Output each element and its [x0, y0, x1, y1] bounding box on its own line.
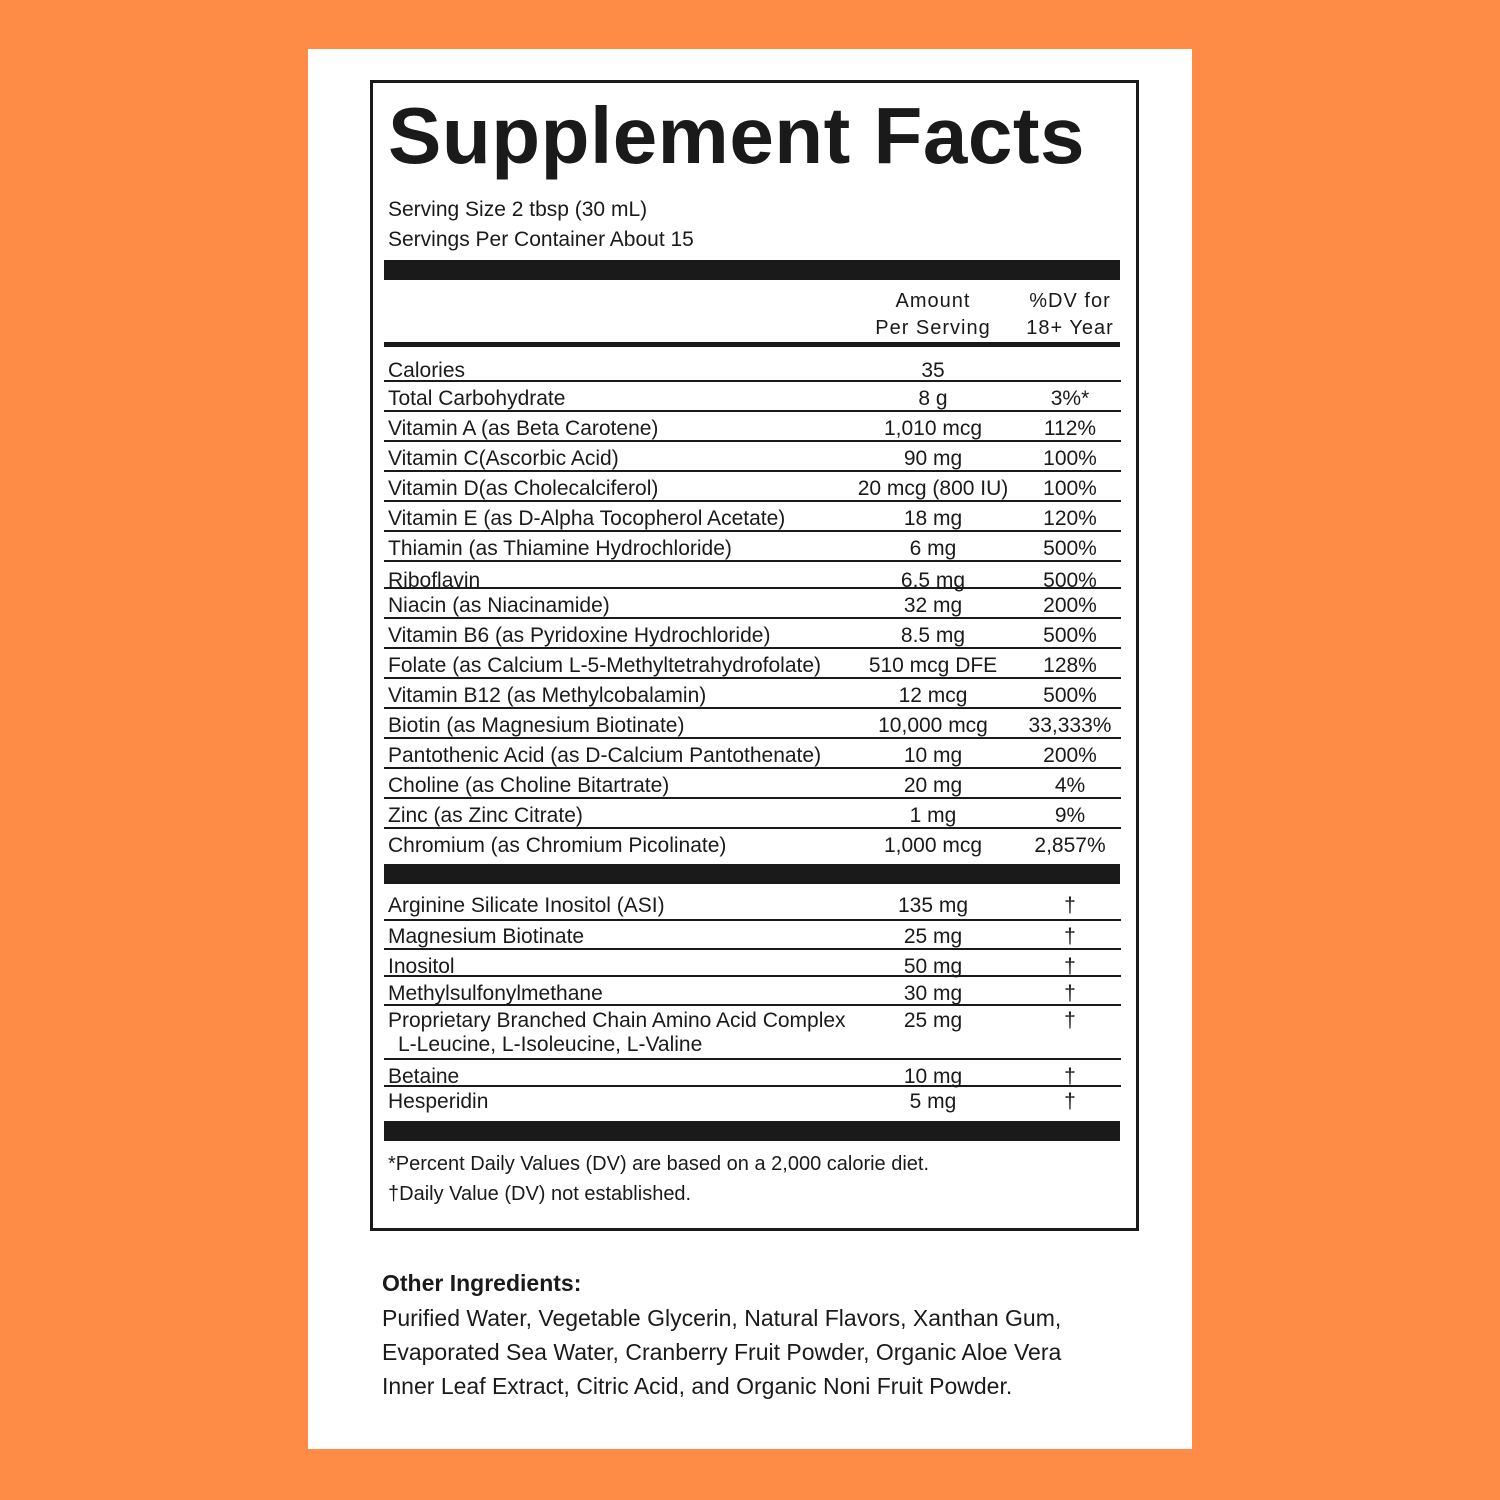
table-row	[384, 442, 1121, 472]
ingredient-name: Pantothenic Acid (as D-Calcium Pantothenate)	[388, 744, 822, 767]
ingredient-name-line2: L-Leucine, L-Isoleucine, L-Valine	[398, 1033, 703, 1056]
dv-value: 500%	[1043, 684, 1097, 707]
amount-value: 35	[921, 359, 945, 382]
dv-value: †	[1064, 982, 1076, 1005]
amount-value: 1,000 mcg	[883, 834, 983, 857]
dv-value: 120%	[1043, 507, 1097, 530]
ingredient-name: Choline (as Choline Bitartrate)	[388, 774, 670, 797]
table-row	[384, 619, 1121, 649]
ingredient-name: Vitamin D(as Cholecalciferol)	[388, 477, 659, 500]
ingredient-name: Proprietary Branched Chain Amino Acid Complex	[388, 1009, 846, 1032]
amount-value: 510 mcg DFE	[868, 654, 998, 677]
amount-value: 1 mg	[909, 804, 957, 827]
dv-value: †	[1064, 894, 1076, 917]
amount-value: 50 mg	[903, 955, 963, 978]
amount-value: 25 mg	[903, 925, 963, 948]
ingredient-name: Betaine	[388, 1065, 460, 1088]
ingredient-name: Methylsulfonylmethane	[388, 982, 603, 1005]
dv-value: †	[1064, 1065, 1076, 1088]
amount-value: 25 mg	[903, 1009, 963, 1032]
amount-value: 8 g	[918, 387, 948, 410]
table-row	[384, 709, 1121, 739]
amount-header-line2: Per Serving	[875, 317, 991, 339]
ingredient-name: Hesperidin	[388, 1090, 489, 1113]
ingredient-name: Vitamin A (as Beta Carotene)	[388, 417, 659, 440]
ingredient-name: Vitamin B12 (as Methylcobalamin)	[388, 684, 707, 707]
amount-value: 90 mg	[903, 447, 963, 470]
serving-size: Serving Size 2 tbsp (30 mL)	[388, 198, 648, 221]
servings-per-container: Servings Per Container About 15	[388, 228, 694, 251]
amount-value: 12 mcg	[898, 684, 968, 707]
amount-value: 10,000 mcg	[878, 714, 988, 737]
amount-value: 135 mg	[897, 894, 969, 917]
ingredient-name: Vitamin B6 (as Pyridoxine Hydrochloride)	[388, 624, 771, 647]
dv-value: 4%	[1054, 774, 1086, 797]
dv-value: 128%	[1043, 654, 1097, 677]
dv-value: †	[1064, 925, 1076, 948]
ingredient-name: Thiamin (as Thiamine Hydrochloride)	[388, 537, 732, 560]
ingredient-name: Chromium (as Chromium Picolinate)	[388, 834, 727, 857]
dv-value: 200%	[1043, 594, 1097, 617]
ingredient-name: Arginine Silicate Inositol (ASI)	[388, 894, 665, 917]
table-row	[384, 829, 1121, 859]
amount-value: 10 mg	[903, 1065, 963, 1088]
ingredient-name: Zinc (as Zinc Citrate)	[388, 804, 583, 827]
table-row	[384, 472, 1121, 502]
amount-value: 18 mg	[903, 507, 963, 530]
amount-value: 6.5 mg	[900, 569, 966, 592]
amount-value: 6 mg	[909, 537, 957, 560]
ingredient-name: Folate (as Calcium L-5-Methyltetrahydrofolate)	[388, 654, 822, 677]
ingredient-name: Vitamin E (as D-Alpha Tocopherol Acetate)	[388, 507, 786, 530]
table-row	[384, 355, 1121, 382]
amount-value: 32 mg	[903, 594, 963, 617]
dv-value: 3%*	[1050, 387, 1090, 410]
dv-value: 500%	[1043, 537, 1097, 560]
table-row	[384, 890, 1121, 921]
other-actives-table	[384, 890, 1121, 1114]
ingredient-name: Vitamin C(Ascorbic Acid)	[388, 447, 619, 470]
amount-value: 20 mg	[903, 774, 963, 797]
table-row	[384, 1087, 1121, 1114]
amount-value: 1,010 mcg	[883, 417, 983, 440]
dv-value: 112%	[1043, 417, 1097, 440]
table-row	[384, 502, 1121, 532]
table-row	[384, 1060, 1121, 1087]
dv-value: 2,857%	[1034, 834, 1106, 857]
header-rule	[384, 342, 1120, 347]
amount-value: 20 mcg (800 IU)	[857, 477, 1009, 500]
dv-header-line2: 18+ Year	[1026, 317, 1114, 339]
amount-value: 8.5 mg	[900, 624, 966, 647]
dv-value: 200%	[1043, 744, 1097, 767]
dv-value: †	[1064, 1090, 1076, 1113]
table-row	[384, 382, 1121, 412]
ingredient-name: Biotin (as Magnesium Biotinate)	[388, 714, 685, 737]
divider-bar-bottom	[384, 1121, 1120, 1141]
footnote-dv-basis: *Percent Daily Values (DV) are based on a 2,000 calorie diet.	[388, 1153, 930, 1175]
divider-bar-top	[384, 260, 1120, 280]
table-row	[384, 679, 1121, 709]
table-row	[384, 562, 1121, 592]
amount-value: 30 mg	[903, 982, 963, 1005]
other-ingredients-line: Evaporated Sea Water, Cranberry Fruit Powder, Organic Aloe Vera	[382, 1339, 1062, 1365]
other-ingredients-title: Other Ingredients:	[382, 1270, 582, 1296]
dv-value: 500%	[1043, 624, 1097, 647]
nutrient-table	[384, 355, 1121, 859]
divider-bar-middle	[384, 864, 1120, 884]
dv-value: †	[1064, 955, 1076, 978]
table-row	[384, 739, 1121, 769]
dv-value: †	[1064, 1009, 1076, 1032]
ingredient-name: Riboflavin	[388, 569, 481, 592]
dv-value: 33,333%	[1028, 714, 1112, 737]
table-row	[384, 769, 1121, 799]
ingredient-name: Niacin (as Niacinamide)	[388, 594, 610, 617]
table-row	[384, 977, 1121, 1006]
table-row	[384, 532, 1121, 562]
footnote-dv-not-established: †Daily Value (DV) not established.	[388, 1183, 692, 1205]
dv-value: 100%	[1043, 447, 1097, 470]
amount-header-line1: Amount	[895, 290, 971, 312]
dv-value: 9%	[1054, 804, 1086, 827]
amount-value: 5 mg	[909, 1090, 957, 1113]
dv-header	[1010, 288, 1130, 342]
table-row	[384, 921, 1121, 950]
panel-title: Supplement Facts	[388, 91, 1086, 180]
ingredient-name: Inositol	[388, 955, 455, 978]
table-row	[384, 412, 1121, 442]
amount-value: 10 mg	[903, 744, 963, 767]
ingredient-name: Magnesium Biotinate	[388, 925, 585, 948]
dv-value: 500%	[1043, 569, 1097, 592]
dv-value: 100%	[1043, 477, 1097, 500]
other-ingredients-line: Inner Leaf Extract, Citric Acid, and Organic Noni Fruit Powder.	[382, 1373, 1013, 1399]
ingredient-name: Calories	[388, 359, 466, 382]
ingredient-name: Total Carbohydrate	[388, 387, 566, 410]
table-row	[384, 589, 1121, 619]
table-row	[384, 1006, 1121, 1060]
table-row	[384, 799, 1121, 829]
table-row	[384, 649, 1121, 679]
table-row	[384, 950, 1121, 977]
amount-per-serving-header	[863, 288, 1003, 342]
other-ingredients-line: Purified Water, Vegetable Glycerin, Natural Flavors, Xanthan Gum,	[382, 1305, 1062, 1331]
dv-header-line1: %DV for	[1029, 290, 1111, 312]
